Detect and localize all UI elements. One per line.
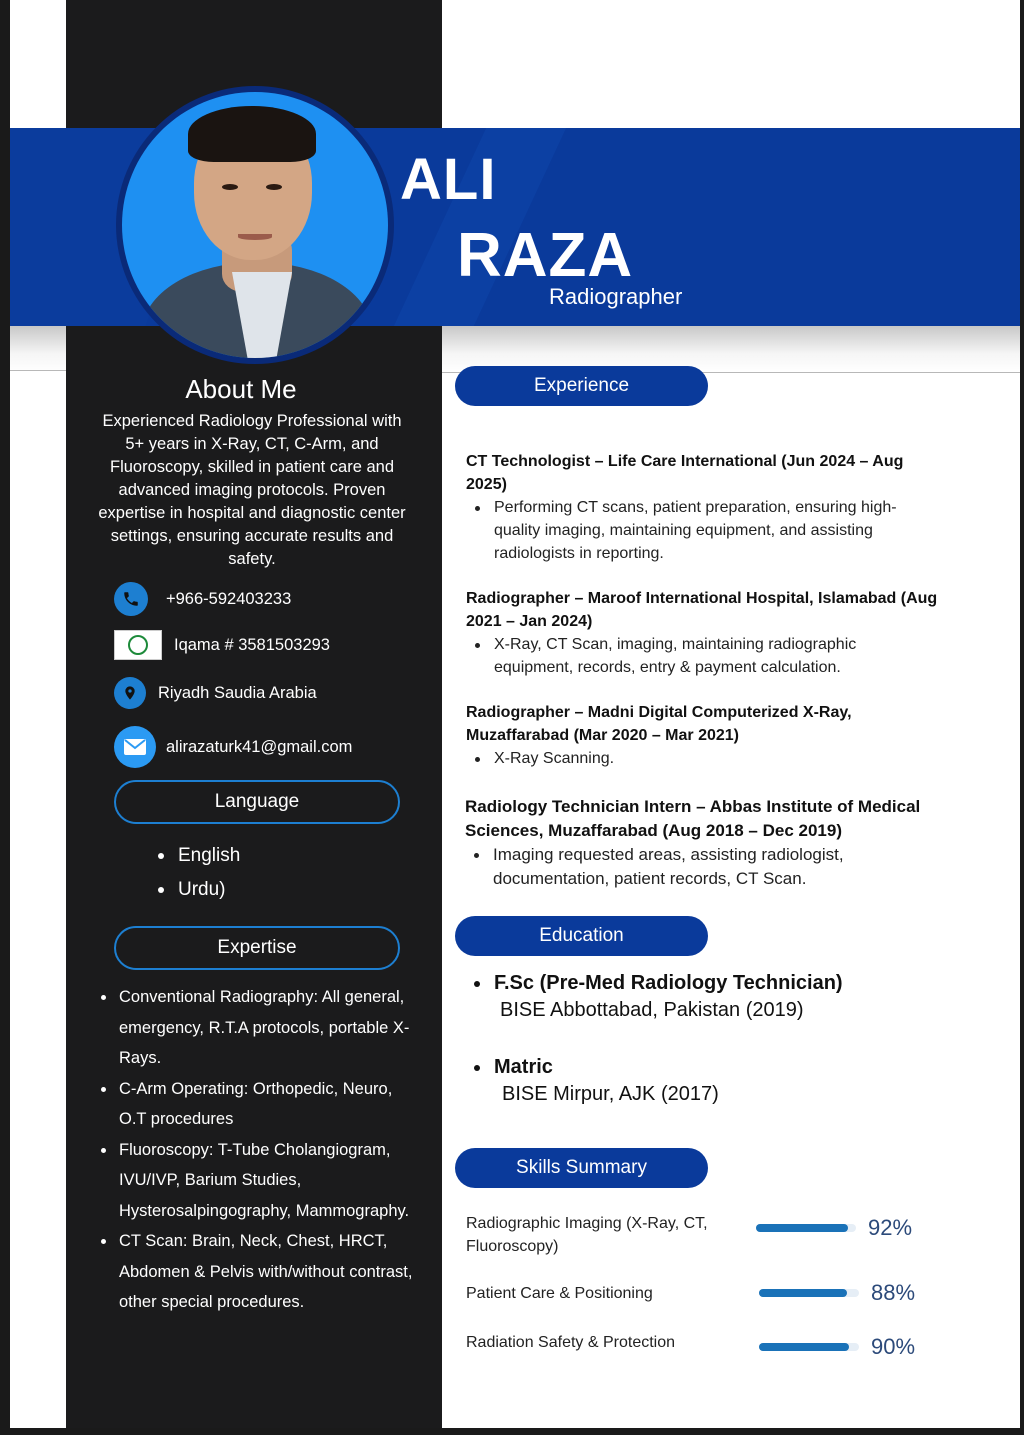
phone-icon — [114, 582, 148, 616]
experience-heading: Experience — [455, 366, 708, 406]
iqama-number: Iqama # 3581503293 — [174, 635, 330, 654]
contact-phone — [114, 582, 291, 616]
contact-email — [114, 726, 352, 768]
experience-title: Radiographer – Madni Digital Computerized X-Ray, Muzaffarabad (Mar 2020 – Mar 2021) — [466, 704, 852, 744]
experience-detail: X-Ray Scanning. — [466, 747, 924, 770]
page-edge-bottom — [0, 1428, 1024, 1435]
location-pin-icon — [114, 677, 146, 709]
skill-label: Radiographic Imaging (X-Ray, CT, Fluoroscopy) — [466, 1215, 708, 1255]
experience-detail: Imaging requested areas, assisting radiologist, documentation, patient records, CT Scan. — [465, 843, 923, 891]
list-item: CT Scan: Brain, Neck, Chest, HRCT, Abdomen & Pelvis with/without contrast, other special procedures. — [98, 1226, 418, 1318]
education-degree: Matric — [474, 1056, 719, 1079]
list-item: Fluoroscopy: T-Tube Cholangiogram, IVU/IVP, Barium Studies, Hysterosalpingography, Mammography. — [98, 1135, 418, 1227]
skill-label: Patient Care & Positioning — [466, 1285, 653, 1302]
page-edge-left — [0, 0, 10, 1435]
email-address[interactable]: alirazaturk41@gmail.com — [166, 737, 353, 756]
saudi-emblem-icon — [114, 630, 162, 660]
photo-eye — [266, 184, 282, 190]
experience-entry — [466, 701, 966, 770]
photo-mouth — [238, 234, 272, 240]
expertise-heading: Expertise — [114, 926, 400, 970]
experience-entry — [466, 450, 966, 565]
email-icon — [114, 726, 156, 768]
experience-detail: Performing CT scans, patient preparation, ensuring high-quality imaging, maintaining equipment, and assisting radiologists in reporting. — [466, 496, 924, 565]
about-heading: About Me — [185, 374, 297, 404]
skill-bar — [759, 1343, 859, 1351]
job-title: Radiographer — [549, 284, 683, 309]
phone-number: +966-592403233 — [166, 589, 292, 608]
education-degree: F.Sc (Pre-Med Radiology Technician) — [474, 972, 843, 995]
skill-bar-fill — [756, 1224, 848, 1232]
education-heading: Education — [455, 916, 708, 956]
list-item: English — [158, 839, 240, 873]
contact-location — [114, 677, 317, 709]
divider — [10, 370, 66, 371]
location-text: Riyadh Saudia Arabia — [158, 683, 317, 702]
language-list — [158, 839, 240, 907]
page-edge-right — [1020, 0, 1024, 1435]
language-heading: Language — [114, 780, 400, 824]
contact-iqama — [114, 630, 330, 660]
skill-label: Radiation Safety & Protection — [466, 1334, 676, 1351]
photo-eye — [222, 184, 238, 190]
skill-bar-fill — [759, 1343, 849, 1351]
experience-detail: X-Ray, CT Scan, imaging, maintaining radiographic equipment, records, entry & payment calculation. — [466, 633, 924, 679]
profile-photo — [116, 86, 394, 364]
list-item: Urdu) — [158, 873, 240, 907]
skill-percent: 88% — [871, 1280, 916, 1305]
skill-percent: 92% — [868, 1215, 913, 1240]
expertise-list — [98, 982, 418, 1318]
about-text: Experienced Radiology Professional with 5+ years in X-Ray, CT, C-Arm, and Fluoroscopy, skilled in patient care and advanced imaging protocols. Proven expertise in hospital and diagnostic center settings, ensuring accurate results and safety. — [98, 412, 406, 568]
last-name: RAZA — [457, 221, 634, 290]
experience-title: CT Technologist – Life Care International (Jun 2024 – Aug 2025) — [466, 453, 904, 493]
experience-entry — [466, 587, 966, 679]
photo-hair — [188, 106, 316, 162]
education-institution: BISE Mirpur, AJK (2017) — [502, 1083, 719, 1105]
skills-heading: Skills Summary — [455, 1148, 708, 1188]
education-entry — [474, 972, 843, 1022]
education-entry — [474, 1056, 719, 1106]
experience-title: Radiology Technician Intern – Abbas Institute of Medical Sciences, Muzaffarabad (Aug 2018 – Dec 2019) — [465, 797, 921, 840]
skill-percent: 90% — [871, 1334, 916, 1359]
list-item: Conventional Radiography: All general, emergency, R.T.A protocols, portable X-Rays. — [98, 982, 418, 1074]
experience-title: Radiographer – Maroof International Hospital, Islamabad (Aug 2021 – Jan 2024) — [466, 590, 938, 630]
profile-photo-image — [122, 92, 388, 358]
skill-bar — [756, 1224, 856, 1232]
list-item: C-Arm Operating: Orthopedic, Neuro, O.T procedures — [98, 1074, 418, 1135]
first-name: ALI — [400, 147, 497, 212]
education-institution: BISE Abbottabad, Pakistan (2019) — [500, 999, 804, 1021]
experience-entry — [465, 795, 965, 891]
skill-bar — [759, 1289, 859, 1297]
skill-bar-fill — [759, 1289, 847, 1297]
